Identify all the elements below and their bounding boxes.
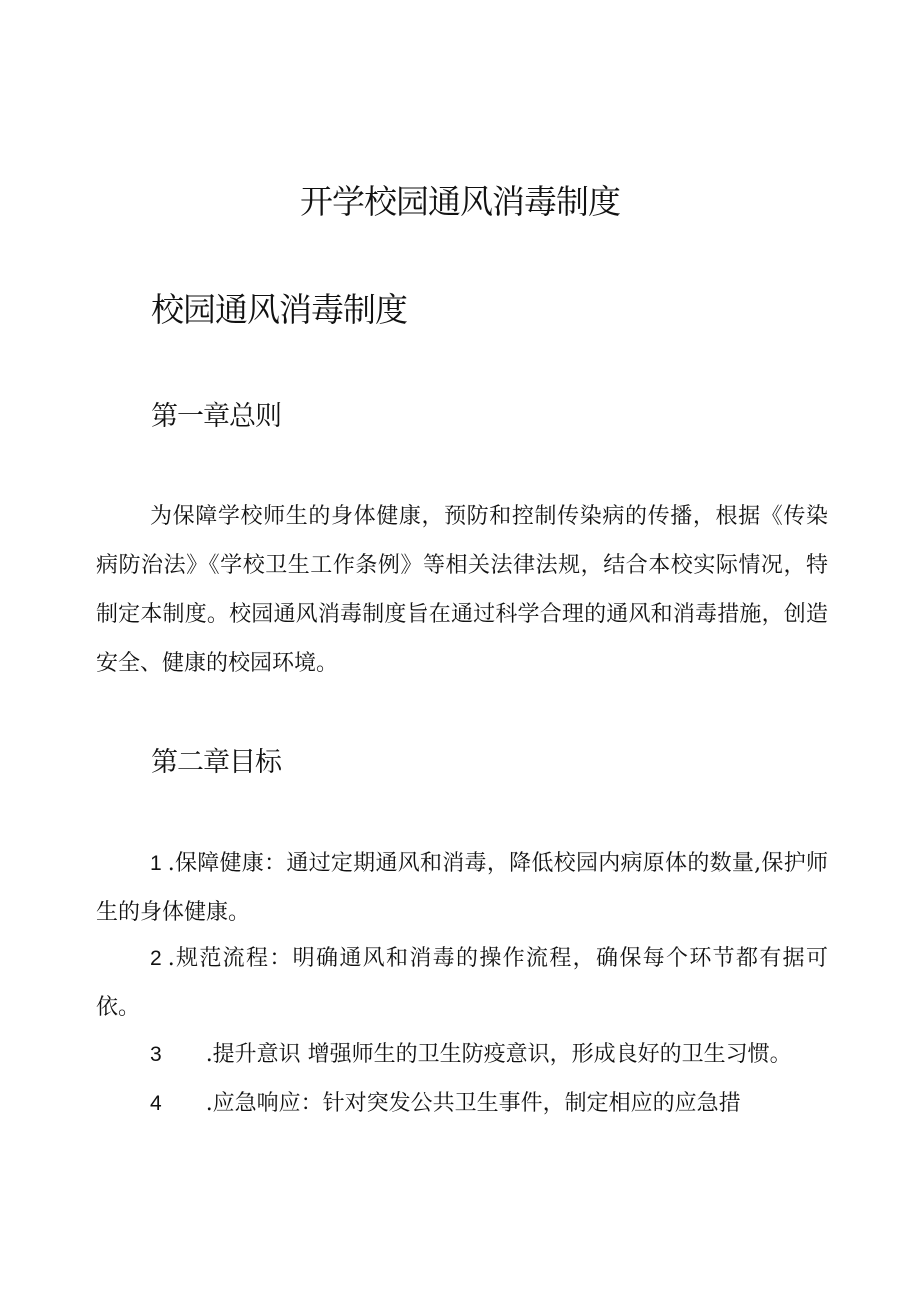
section-title: 校园通风消毒制度 [151, 290, 407, 329]
chapter-1-heading: 第一章总则 [151, 401, 281, 432]
goal-item-3 [96, 1030, 828, 1079]
goal-text: .规范流程：明确通风和消毒的操作流程，确保每个环节都有据可依。 [96, 946, 828, 1020]
goal-item-4 [96, 1079, 828, 1128]
goal-number: 4 [150, 1092, 162, 1115]
chapter-1-paragraph: 为保障学校师生的身体健康，预防和控制传染病的传播，根据《传染病防治法》《学校卫生工作条例》等相关法律法规，结合本校实际情况，特制定本制度。校园通风消毒制度旨在通过科学合理的通风和消毒措施，创造安全、健康的校园环境。 [96, 504, 828, 676]
goal-number: 1 [150, 852, 162, 875]
goal-text: .应急响应：针对突发公共卫生事件，制定相应的应急措 [205, 1091, 741, 1116]
document-title: 开学校园通风消毒制度 [300, 182, 620, 221]
goal-text: .提升意识 增强师生的卫生防疫意识，形成良好的卫生习惯。 [205, 1042, 792, 1067]
goal-number: 3 [150, 1043, 162, 1066]
goal-number: 2 [150, 947, 162, 970]
goal-text: .保障健康：通过定期通风和消毒，降低校园内病原体的数量,保护师生的身体健康。 [96, 851, 828, 925]
goal-item-1 [96, 839, 828, 937]
goal-item-2 [96, 934, 828, 1032]
chapter-2-heading: 第二章目标 [151, 747, 281, 778]
